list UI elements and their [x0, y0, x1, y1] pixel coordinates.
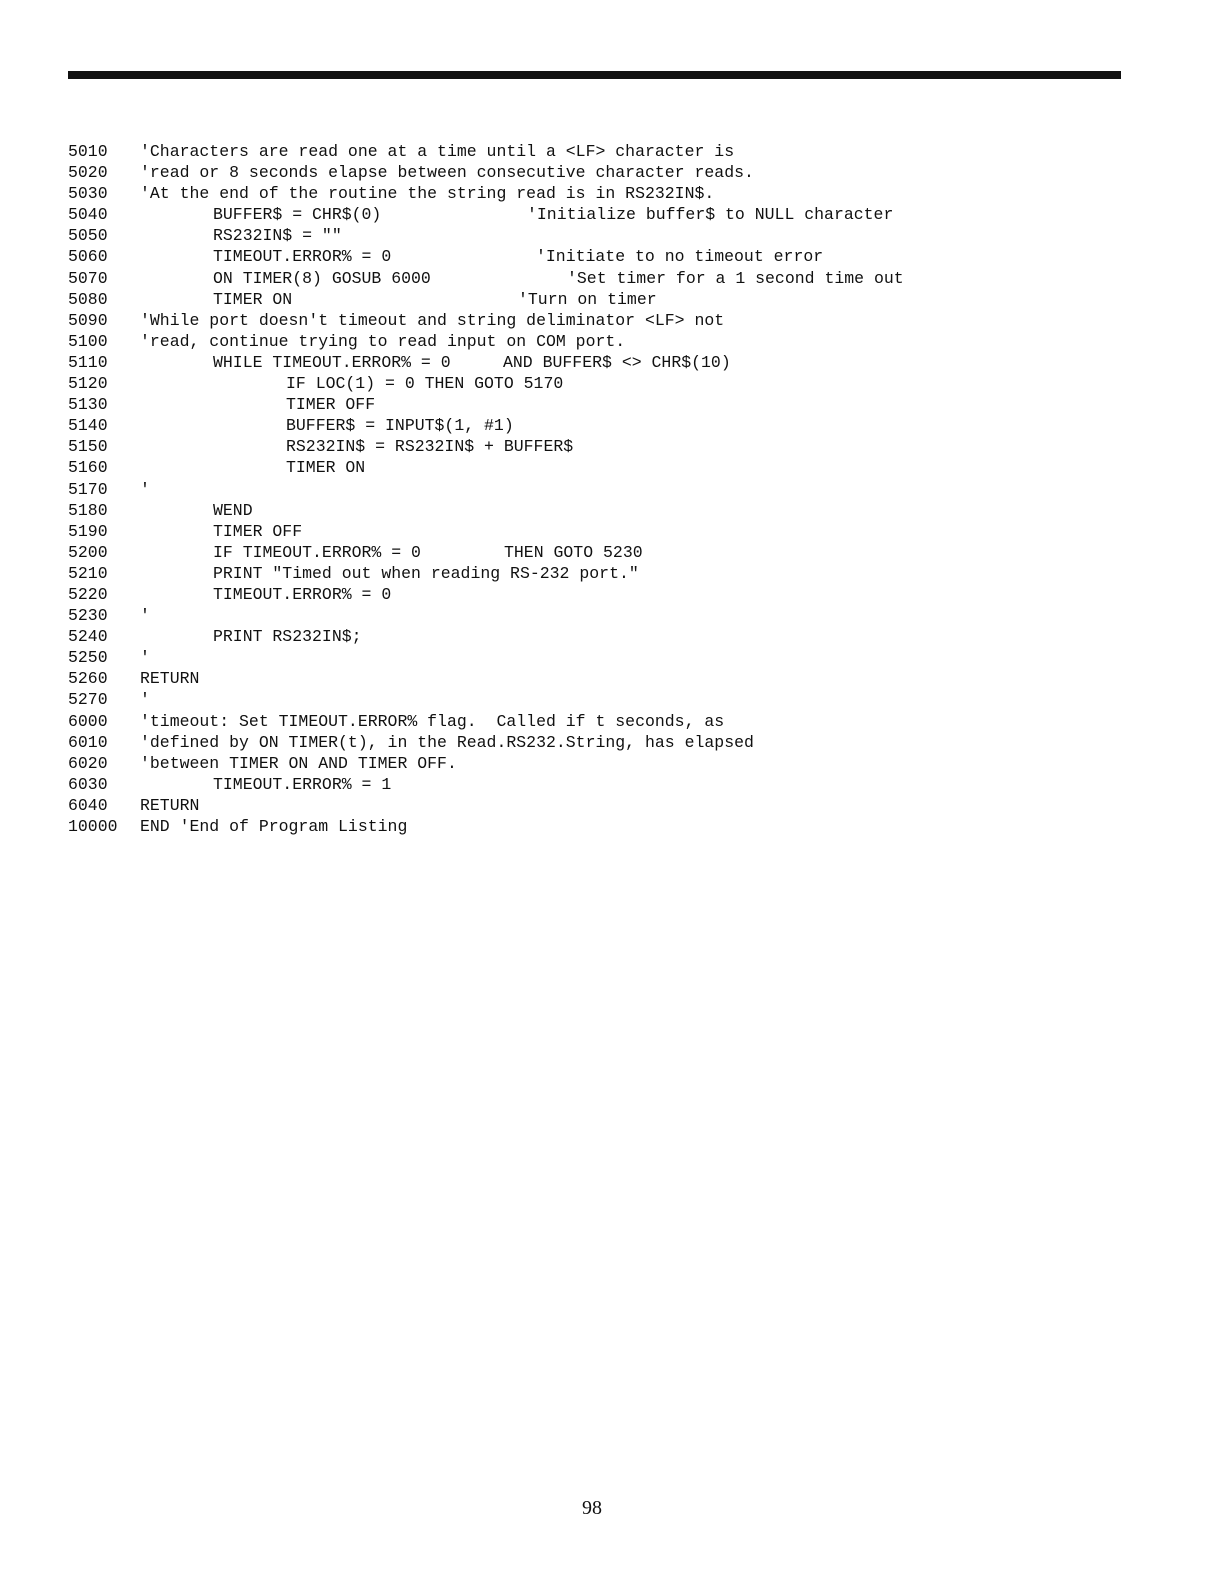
line-number: 5150 — [68, 437, 108, 457]
line-number: 6030 — [68, 774, 108, 794]
code-statement: ' — [140, 606, 150, 626]
code-line — [68, 225, 1148, 246]
line-number: 10000 — [68, 817, 118, 836]
code-line — [68, 795, 1148, 816]
code-line — [68, 457, 1148, 478]
line-number: 5010 — [68, 142, 108, 161]
code-statement: RS232IN$ = "" — [213, 226, 342, 246]
line-number: 5210 — [68, 563, 108, 583]
code-statement: END 'End of Program Listing — [140, 817, 408, 836]
line-number: 5080 — [68, 289, 108, 309]
code-line — [68, 605, 1148, 626]
line-number: 5250 — [68, 648, 108, 668]
code-comment: AND BUFFER$ <> CHR$(10) — [503, 352, 731, 372]
code-statement: TIMER OFF — [286, 395, 376, 415]
code-statement: ' — [140, 648, 150, 668]
code-line — [68, 310, 1148, 331]
line-number: 6020 — [68, 753, 108, 773]
code-statement: 'Characters are read one at a time until a <LF> character is — [140, 142, 735, 161]
code-statement: TIMEOUT.ERROR% = 0 — [213, 247, 392, 267]
line-number: 5050 — [68, 226, 108, 246]
code-line — [68, 711, 1148, 732]
line-number: 5190 — [68, 521, 108, 541]
code-line — [68, 689, 1148, 710]
code-statement: WHILE TIMEOUT.ERROR% = 0 — [213, 352, 451, 372]
code-statement: TIMER ON — [286, 458, 366, 478]
code-statement: ON TIMER(8) GOSUB 6000 — [213, 268, 431, 288]
line-number: 6000 — [68, 711, 108, 731]
code-statement: 'timeout: Set TIMEOUT.ERROR% flag. Called if t seconds, as — [140, 711, 725, 731]
line-number: 5200 — [68, 542, 108, 562]
line-number: 5060 — [68, 247, 108, 267]
code-statement: IF LOC(1) = 0 THEN GOTO 5170 — [286, 374, 564, 394]
line-number: 5130 — [68, 395, 108, 415]
header-rule — [68, 71, 1121, 79]
code-line — [68, 183, 1148, 204]
line-number: 5040 — [68, 205, 108, 225]
code-comment: 'Initiate to no timeout error — [536, 247, 824, 267]
code-comment: 'Turn on timer — [518, 289, 657, 309]
line-number: 5260 — [68, 669, 108, 689]
code-statement: BUFFER$ = INPUT$(1, #1) — [286, 416, 514, 436]
code-line — [68, 563, 1148, 584]
code-statement: TIMEOUT.ERROR% = 1 — [213, 774, 392, 794]
code-comment: 'Set timer for a 1 second time out — [567, 268, 904, 288]
code-line — [68, 246, 1148, 267]
line-number: 5030 — [68, 184, 108, 204]
code-statement: 'defined by ON TIMER(t), in the Read.RS232.String, has elapsed — [140, 732, 754, 752]
code-line — [68, 394, 1148, 415]
page-number: 98 — [582, 1497, 602, 1519]
line-number: 5270 — [68, 690, 108, 710]
line-number: 5120 — [68, 374, 108, 394]
code-line — [68, 584, 1148, 605]
code-line — [68, 436, 1148, 457]
code-line — [68, 352, 1148, 373]
code-statement: 'While port doesn't timeout and string deliminator <LF> not — [140, 310, 725, 330]
code-line — [68, 289, 1148, 310]
code-line — [68, 647, 1148, 668]
line-number: 5160 — [68, 458, 108, 478]
line-number: 5100 — [68, 331, 108, 351]
code-statement: 'At the end of the routine the string read is in RS232IN$. — [140, 184, 715, 204]
code-statement: ' — [140, 690, 150, 710]
line-number: 5020 — [68, 163, 108, 183]
code-line — [68, 626, 1148, 647]
code-line — [68, 774, 1148, 795]
code-line — [68, 479, 1148, 500]
code-statement: BUFFER$ = CHR$(0) — [213, 205, 382, 225]
code-statement: WEND — [213, 500, 253, 520]
code-statement: IF TIMEOUT.ERROR% = 0 — [213, 542, 421, 562]
code-line — [68, 753, 1148, 774]
code-line — [68, 415, 1148, 436]
line-number: 5170 — [68, 479, 108, 499]
line-number: 5240 — [68, 627, 108, 647]
code-line — [68, 668, 1148, 689]
code-line — [68, 141, 1148, 162]
code-line — [68, 162, 1148, 183]
code-statement: TIMEOUT.ERROR% = 0 — [213, 584, 392, 604]
code-line — [68, 373, 1148, 394]
code-statement: TIMER ON — [213, 289, 293, 309]
line-number: 5140 — [68, 416, 108, 436]
code-statement: ' — [140, 479, 150, 499]
code-line — [68, 331, 1148, 352]
line-number: 5220 — [68, 584, 108, 604]
code-comment: 'Initialize buffer$ to NULL character — [527, 205, 894, 225]
code-statement: 'read, continue trying to read input on COM port. — [140, 331, 626, 351]
code-statement: RS232IN$ = RS232IN$ + BUFFER$ — [286, 437, 574, 457]
line-number: 5110 — [68, 352, 108, 372]
line-number: 6040 — [68, 795, 108, 815]
code-line — [68, 204, 1148, 225]
code-statement: 'between TIMER ON AND TIMER OFF. — [140, 753, 457, 773]
line-number: 5090 — [68, 310, 108, 330]
code-statement: PRINT RS232IN$; — [213, 627, 362, 647]
code-line — [68, 816, 1148, 837]
code-statement: RETURN — [140, 795, 200, 815]
code-statement: PRINT "Timed out when reading RS-232 port." — [213, 563, 639, 583]
code-line — [68, 500, 1148, 521]
line-number: 5180 — [68, 500, 108, 520]
code-line — [68, 521, 1148, 542]
program-listing — [68, 141, 1148, 837]
code-line — [68, 732, 1148, 753]
line-number: 6010 — [68, 732, 108, 752]
code-statement: TIMER OFF — [213, 521, 303, 541]
line-number: 5230 — [68, 606, 108, 626]
code-comment: THEN GOTO 5230 — [504, 542, 643, 562]
code-statement: RETURN — [140, 669, 200, 689]
code-line — [68, 542, 1148, 563]
code-line — [68, 268, 1148, 289]
code-statement: 'read or 8 seconds elapse between consecutive character reads. — [140, 163, 754, 183]
line-number: 5070 — [68, 268, 108, 288]
